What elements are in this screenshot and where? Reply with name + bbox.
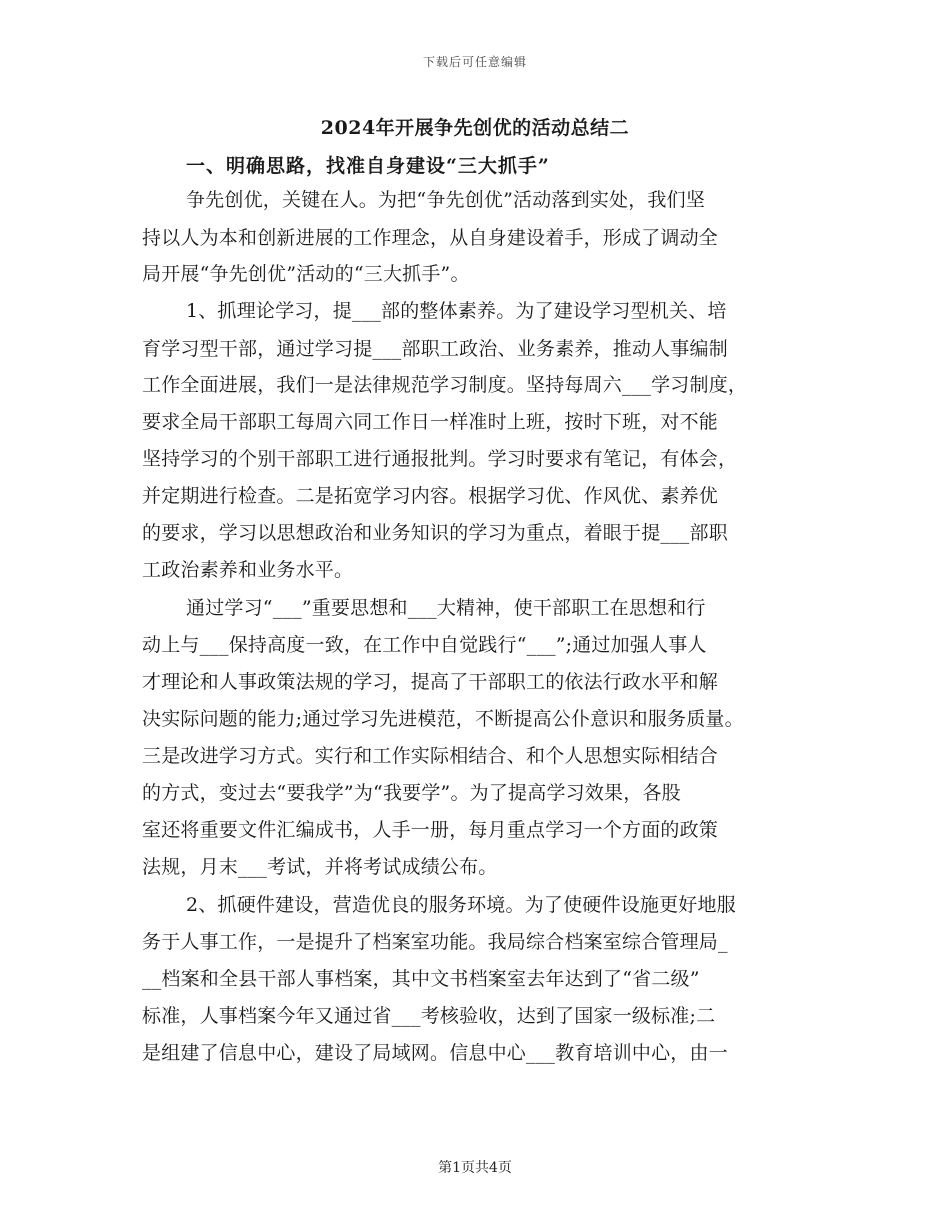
body-line: 才理论和人事政策法规的学习，提高了干部职工的依法行政水平和解 [142,671,719,693]
body-line: 持以人为本和创新进展的工作理念，从自身建设着手，形成了调动全 [142,227,719,249]
body-line: 1、抓理论学习，提___部的整体素养。为了建设学习型机关、培 [186,300,727,322]
body-line: 坚持学习的个别干部职工进行通报批判。学习时要求有笔记，有体会， [142,448,738,470]
body-line: 决实际问题的能力;通过学习先进模范，不断提高公仆意识和服务质量。 [142,708,744,730]
body-line: 工作全面进展，我们一是法律规范学习制度。坚持每周六___学习制度， [142,374,748,396]
body-line: 争先创优，关键在人。为把“争先创优”活动落到实处，我们坚 [186,189,706,211]
body-line: 通过学习“___”重要思想和___大精神，使干部职工在思想和行 [186,597,706,619]
body-line: 室还将重要文件汇编成书，人手一册，每月重点学习一个方面的政策 [142,819,719,841]
body-line: 的方式，变过去“要我学”为“我要学”。为了提高学习效果，各股 [142,782,681,804]
section-heading: 一、明确思路，找准自身建设“三大抓手” [186,155,550,177]
body-line: 三是改进学习方式。实行和工作实际相结合、和个人思想实际相结合 [142,745,719,767]
body-line: 工政治素养和业务水平。 [142,559,354,581]
body-line: 务于人事工作，一是提升了档案室功能。我局综合档案室综合管理局_ [142,931,728,953]
body-line: 并定期进行检查。二是拓宽学习内容。根据学习优、作风优、素养优 [142,485,719,507]
body-line: 动上与___保持高度一致，在工作中自觉践行“___”;通过加强人事人 [142,634,707,656]
body-line: 标准，人事档案今年又通过省___考核验收，达到了国家一级标准;二 [142,1005,716,1027]
body-line: 是组建了信息中心，建设了局域网。信息中心___教育培训中心，由一 [142,1042,728,1064]
body-line: 育学习型干部，通过学习提___部职工政治、业务素养，推动人事编制 [142,338,728,360]
body-line: __档案和全县干部人事档案，其中文书档案室去年达到了“省二级” [142,968,700,990]
page-number: 第1页共4页 [438,1160,512,1176]
body-line: 法规，月末___考试，并将考试成绩公布。 [142,856,498,878]
body-line: 2、抓硬件建设，营造优良的服务环境。为了使硬件设施更好地服 [186,894,736,916]
body-line: 的要求，学习以思想政治和业务知识的学习为重点，着眼于提___部职 [142,522,728,544]
document-title: 2024年开展争先创优的活动总结二 [320,117,630,139]
body-line: 局开展“争先创优”活动的“三大抓手”。 [142,263,470,285]
page-header-note: 下载后可任意编辑 [422,55,527,69]
body-line: 要求全局干部职工每周六同工作日一样准时上班，按时下班，对不能 [142,411,719,433]
